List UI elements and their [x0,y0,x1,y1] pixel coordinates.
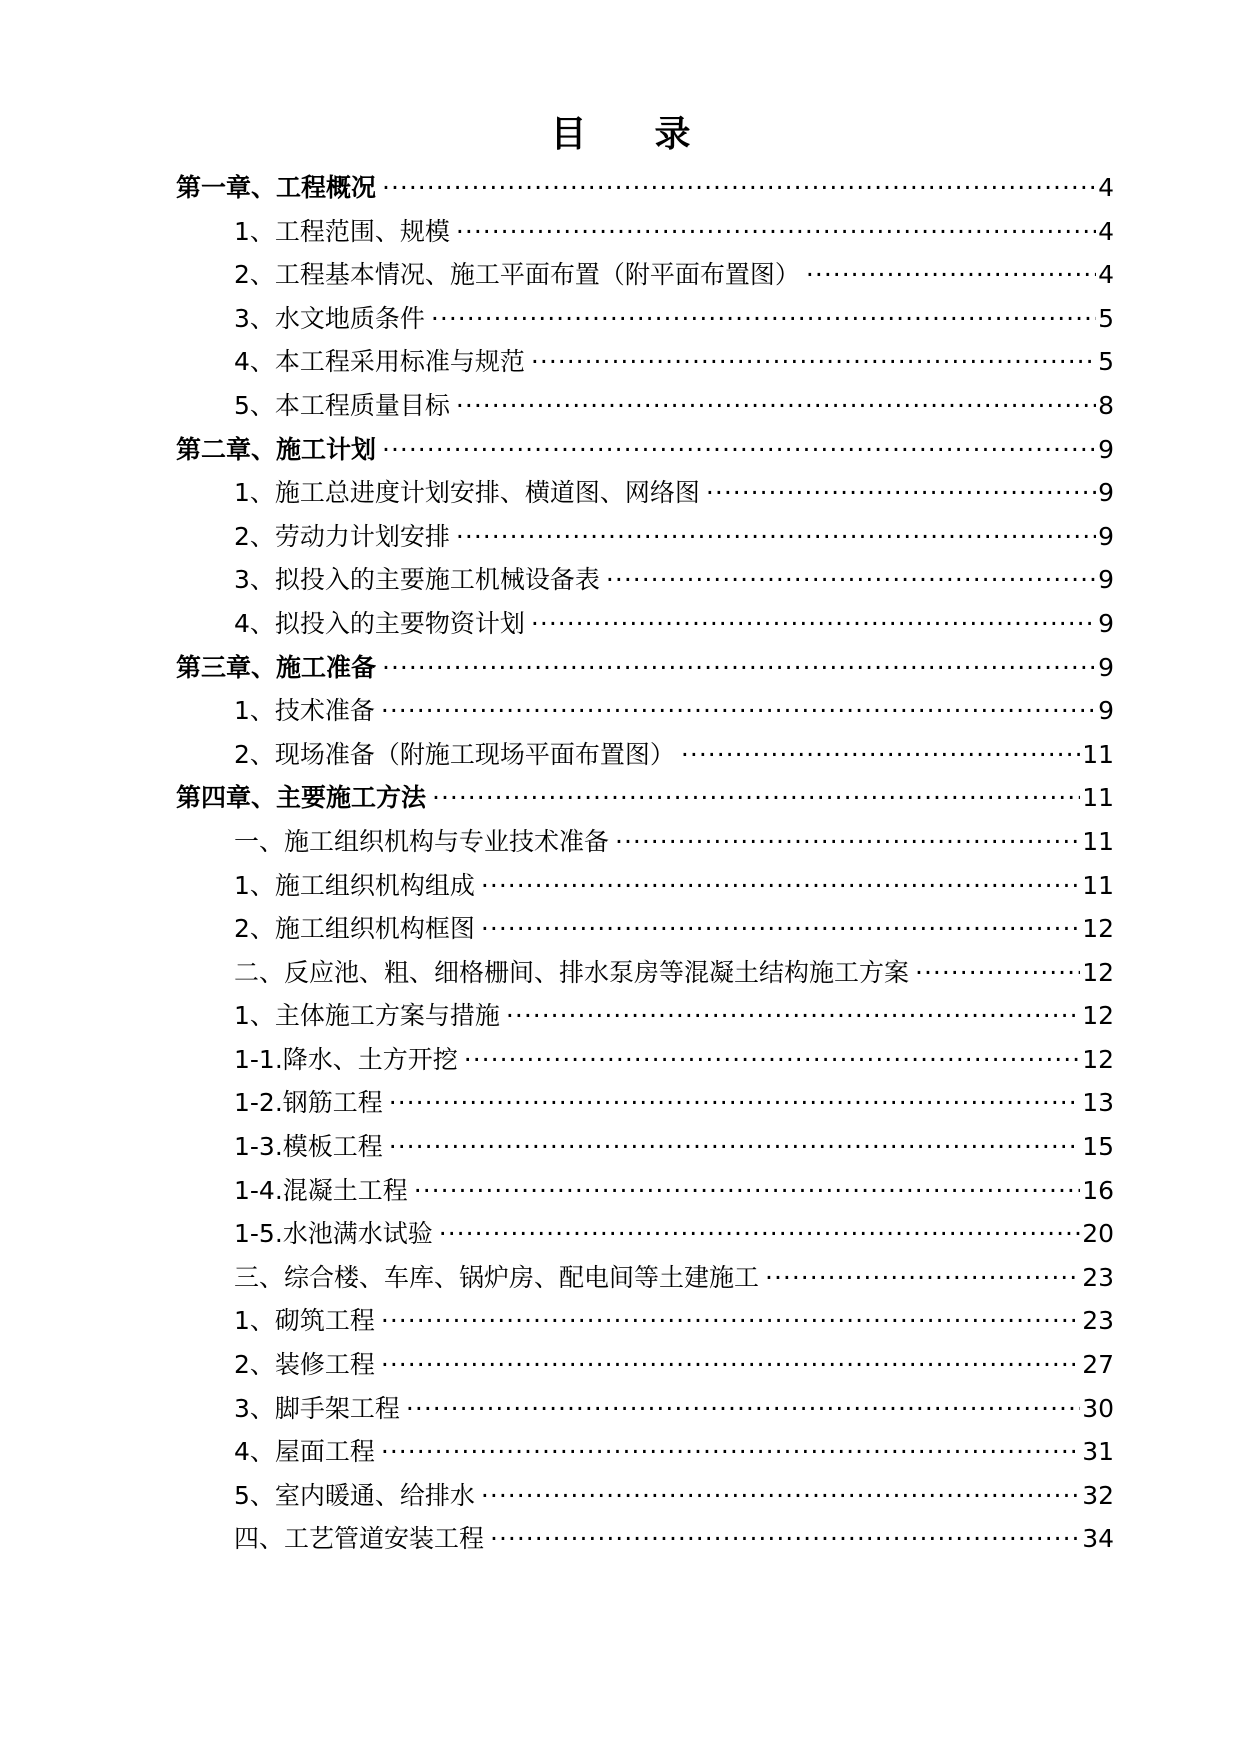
dot-leader [406,1387,1080,1431]
toc-entry-label: 第一章、工程概况 [176,173,377,202]
table-of-contents [176,166,1114,1561]
toc-section-entry [176,994,1114,1038]
toc-section-entry [176,1299,1114,1343]
toc-section-entry [176,951,1114,995]
toc-entry-page: 9 [1098,434,1114,464]
toc-entry-label: 一、施工组织机构与专业技术准备 [234,826,610,856]
toc-section-entry [176,340,1114,384]
dot-leader [765,1256,1080,1300]
toc-entry-page: 5 [1098,303,1114,333]
toc-section-entry [176,1081,1114,1125]
dot-leader [456,384,1096,428]
toc-section-entry [176,689,1114,733]
dot-leader [681,733,1080,777]
toc-entry-page: 9 [1098,521,1114,551]
dot-leader [382,428,1096,472]
toc-section-entry [176,1387,1114,1431]
toc-entry-page: 11 [1082,826,1114,856]
toc-chapter-entry [176,776,1114,820]
page-title [0,112,1241,156]
toc-section-entry [176,907,1114,951]
toc-entry-label: 1、主体施工方案与措施 [234,1001,500,1031]
toc-entry-label: 2、工程基本情况、施工平面布置（附平面布置图） [234,260,800,290]
dot-leader [806,253,1096,297]
toc-entry-label: 5、室内暖通、给排水 [234,1480,475,1510]
toc-entry-page: 9 [1098,565,1114,595]
toc-entry-page: 20 [1082,1219,1114,1249]
toc-entry-label: 1、工程范围、规模 [234,216,450,246]
dot-leader [531,340,1096,384]
toc-section-entry [176,1517,1114,1561]
toc-section-entry [176,864,1114,908]
toc-entry-label: 2、施工组织机构框图 [234,914,475,944]
toc-section-entry [176,1430,1114,1474]
toc-entry-page: 11 [1082,870,1114,900]
toc-entry-page: 23 [1082,1306,1114,1336]
dot-leader [490,1517,1080,1561]
toc-entry-label: 四、工艺管道安装工程 [234,1524,485,1554]
dot-leader [531,602,1096,646]
toc-section-entry [176,1125,1114,1169]
dot-leader [481,907,1080,951]
title-char-left: 目 [550,113,587,155]
toc-entry-label: 3、水文地质条件 [234,303,425,333]
toc-entry-label: 1-5.水池满水试验 [234,1219,433,1249]
dot-leader [506,994,1080,1038]
dot-leader [381,1299,1080,1343]
toc-entry-page: 4 [1098,173,1114,202]
toc-section-entry [176,733,1114,777]
toc-section-entry [176,253,1114,297]
toc-entry-page: 12 [1082,1044,1114,1074]
toc-entry-page: 32 [1082,1480,1114,1510]
toc-entry-page: 16 [1082,1175,1114,1205]
dot-leader [382,646,1096,690]
toc-entry-label: 1、技术准备 [234,696,375,726]
toc-entry-label: 2、劳动力计划安排 [234,521,450,551]
toc-section-entry [176,1474,1114,1518]
toc-chapter-entry [176,646,1114,690]
toc-entry-page: 5 [1098,347,1114,377]
dot-leader [464,1038,1080,1082]
toc-section-entry [176,820,1114,864]
dot-leader [381,689,1096,733]
toc-section-entry [176,210,1114,254]
toc-section-entry [176,1038,1114,1082]
dot-leader [615,820,1080,864]
toc-entry-page: 4 [1098,260,1114,290]
toc-entry-label: 4、本工程采用标准与规范 [234,347,525,377]
dot-leader [431,297,1096,341]
dot-leader [456,515,1096,559]
toc-entry-label: 4、拟投入的主要物资计划 [234,608,525,638]
toc-entry-label: 1-1.降水、土方开挖 [234,1044,458,1074]
toc-entry-label: 1、施工总进度计划安排、横道图、网络图 [234,478,700,508]
toc-section-entry [176,1256,1114,1300]
toc-entry-label: 5、本工程质量目标 [234,390,450,420]
toc-entry-label: 三、综合楼、车库、锅炉房、配电间等土建施工 [234,1262,760,1292]
toc-section-entry [176,558,1114,602]
toc-entry-page: 23 [1082,1262,1114,1292]
toc-section-entry [176,471,1114,515]
dot-leader [432,776,1080,820]
dot-leader [481,1474,1080,1518]
toc-entry-page: 12 [1082,1001,1114,1031]
dot-leader [481,864,1080,908]
toc-entry-label: 二、反应池、粗、细格栅间、排水泵房等混凝土结构施工方案 [234,957,910,987]
dot-leader [382,166,1096,210]
toc-entry-label: 3、拟投入的主要施工机械设备表 [234,565,600,595]
toc-section-entry [176,297,1114,341]
dot-leader [414,1169,1080,1213]
toc-entry-page: 34 [1082,1524,1114,1554]
dot-leader [389,1081,1080,1125]
toc-entry-label: 1、砌筑工程 [234,1306,375,1336]
toc-entry-page: 9 [1098,652,1114,682]
toc-entry-page: 12 [1082,914,1114,944]
toc-entry-label: 第二章、施工计划 [176,434,377,464]
toc-chapter-entry [176,166,1114,210]
toc-entry-label: 第四章、主要施工方法 [176,783,427,813]
dot-leader [381,1430,1080,1474]
toc-entry-page: 9 [1098,478,1114,508]
toc-entry-label: 1-3.模板工程 [234,1132,383,1162]
toc-section-entry [176,1212,1114,1256]
dot-leader [706,471,1096,515]
toc-entry-label: 2、装修工程 [234,1350,375,1380]
toc-entry-page: 9 [1098,608,1114,638]
toc-entry-label: 第三章、施工准备 [176,652,377,682]
dot-leader [439,1212,1080,1256]
toc-entry-page: 11 [1082,783,1114,813]
toc-section-entry [176,1343,1114,1387]
toc-entry-page: 27 [1082,1350,1114,1380]
toc-entry-page: 13 [1082,1088,1114,1118]
toc-section-entry [176,384,1114,428]
dot-leader [915,951,1080,995]
toc-section-entry [176,1169,1114,1213]
toc-entry-page: 12 [1082,957,1114,987]
toc-entry-page: 15 [1082,1132,1114,1162]
toc-chapter-entry [176,428,1114,472]
toc-entry-label: 3、脚手架工程 [234,1393,400,1423]
dot-leader [381,1343,1080,1387]
toc-section-entry [176,602,1114,646]
toc-entry-page: 11 [1082,739,1114,769]
dot-leader [456,210,1096,254]
toc-entry-page: 9 [1098,696,1114,726]
toc-entry-page: 30 [1082,1393,1114,1423]
toc-section-entry [176,515,1114,559]
toc-entry-label: 1、施工组织机构组成 [234,870,475,900]
title-char-right: 录 [654,113,691,155]
toc-entry-page: 31 [1082,1437,1114,1467]
toc-entry-page: 4 [1098,216,1114,246]
toc-entry-page: 8 [1098,390,1114,420]
toc-entry-label: 2、现场准备（附施工现场平面布置图） [234,739,675,769]
toc-entry-label: 1-2.钢筋工程 [234,1088,383,1118]
dot-leader [606,558,1096,602]
toc-entry-label: 4、屋面工程 [234,1437,375,1467]
dot-leader [389,1125,1080,1169]
toc-entry-label: 1-4.混凝土工程 [234,1175,408,1205]
